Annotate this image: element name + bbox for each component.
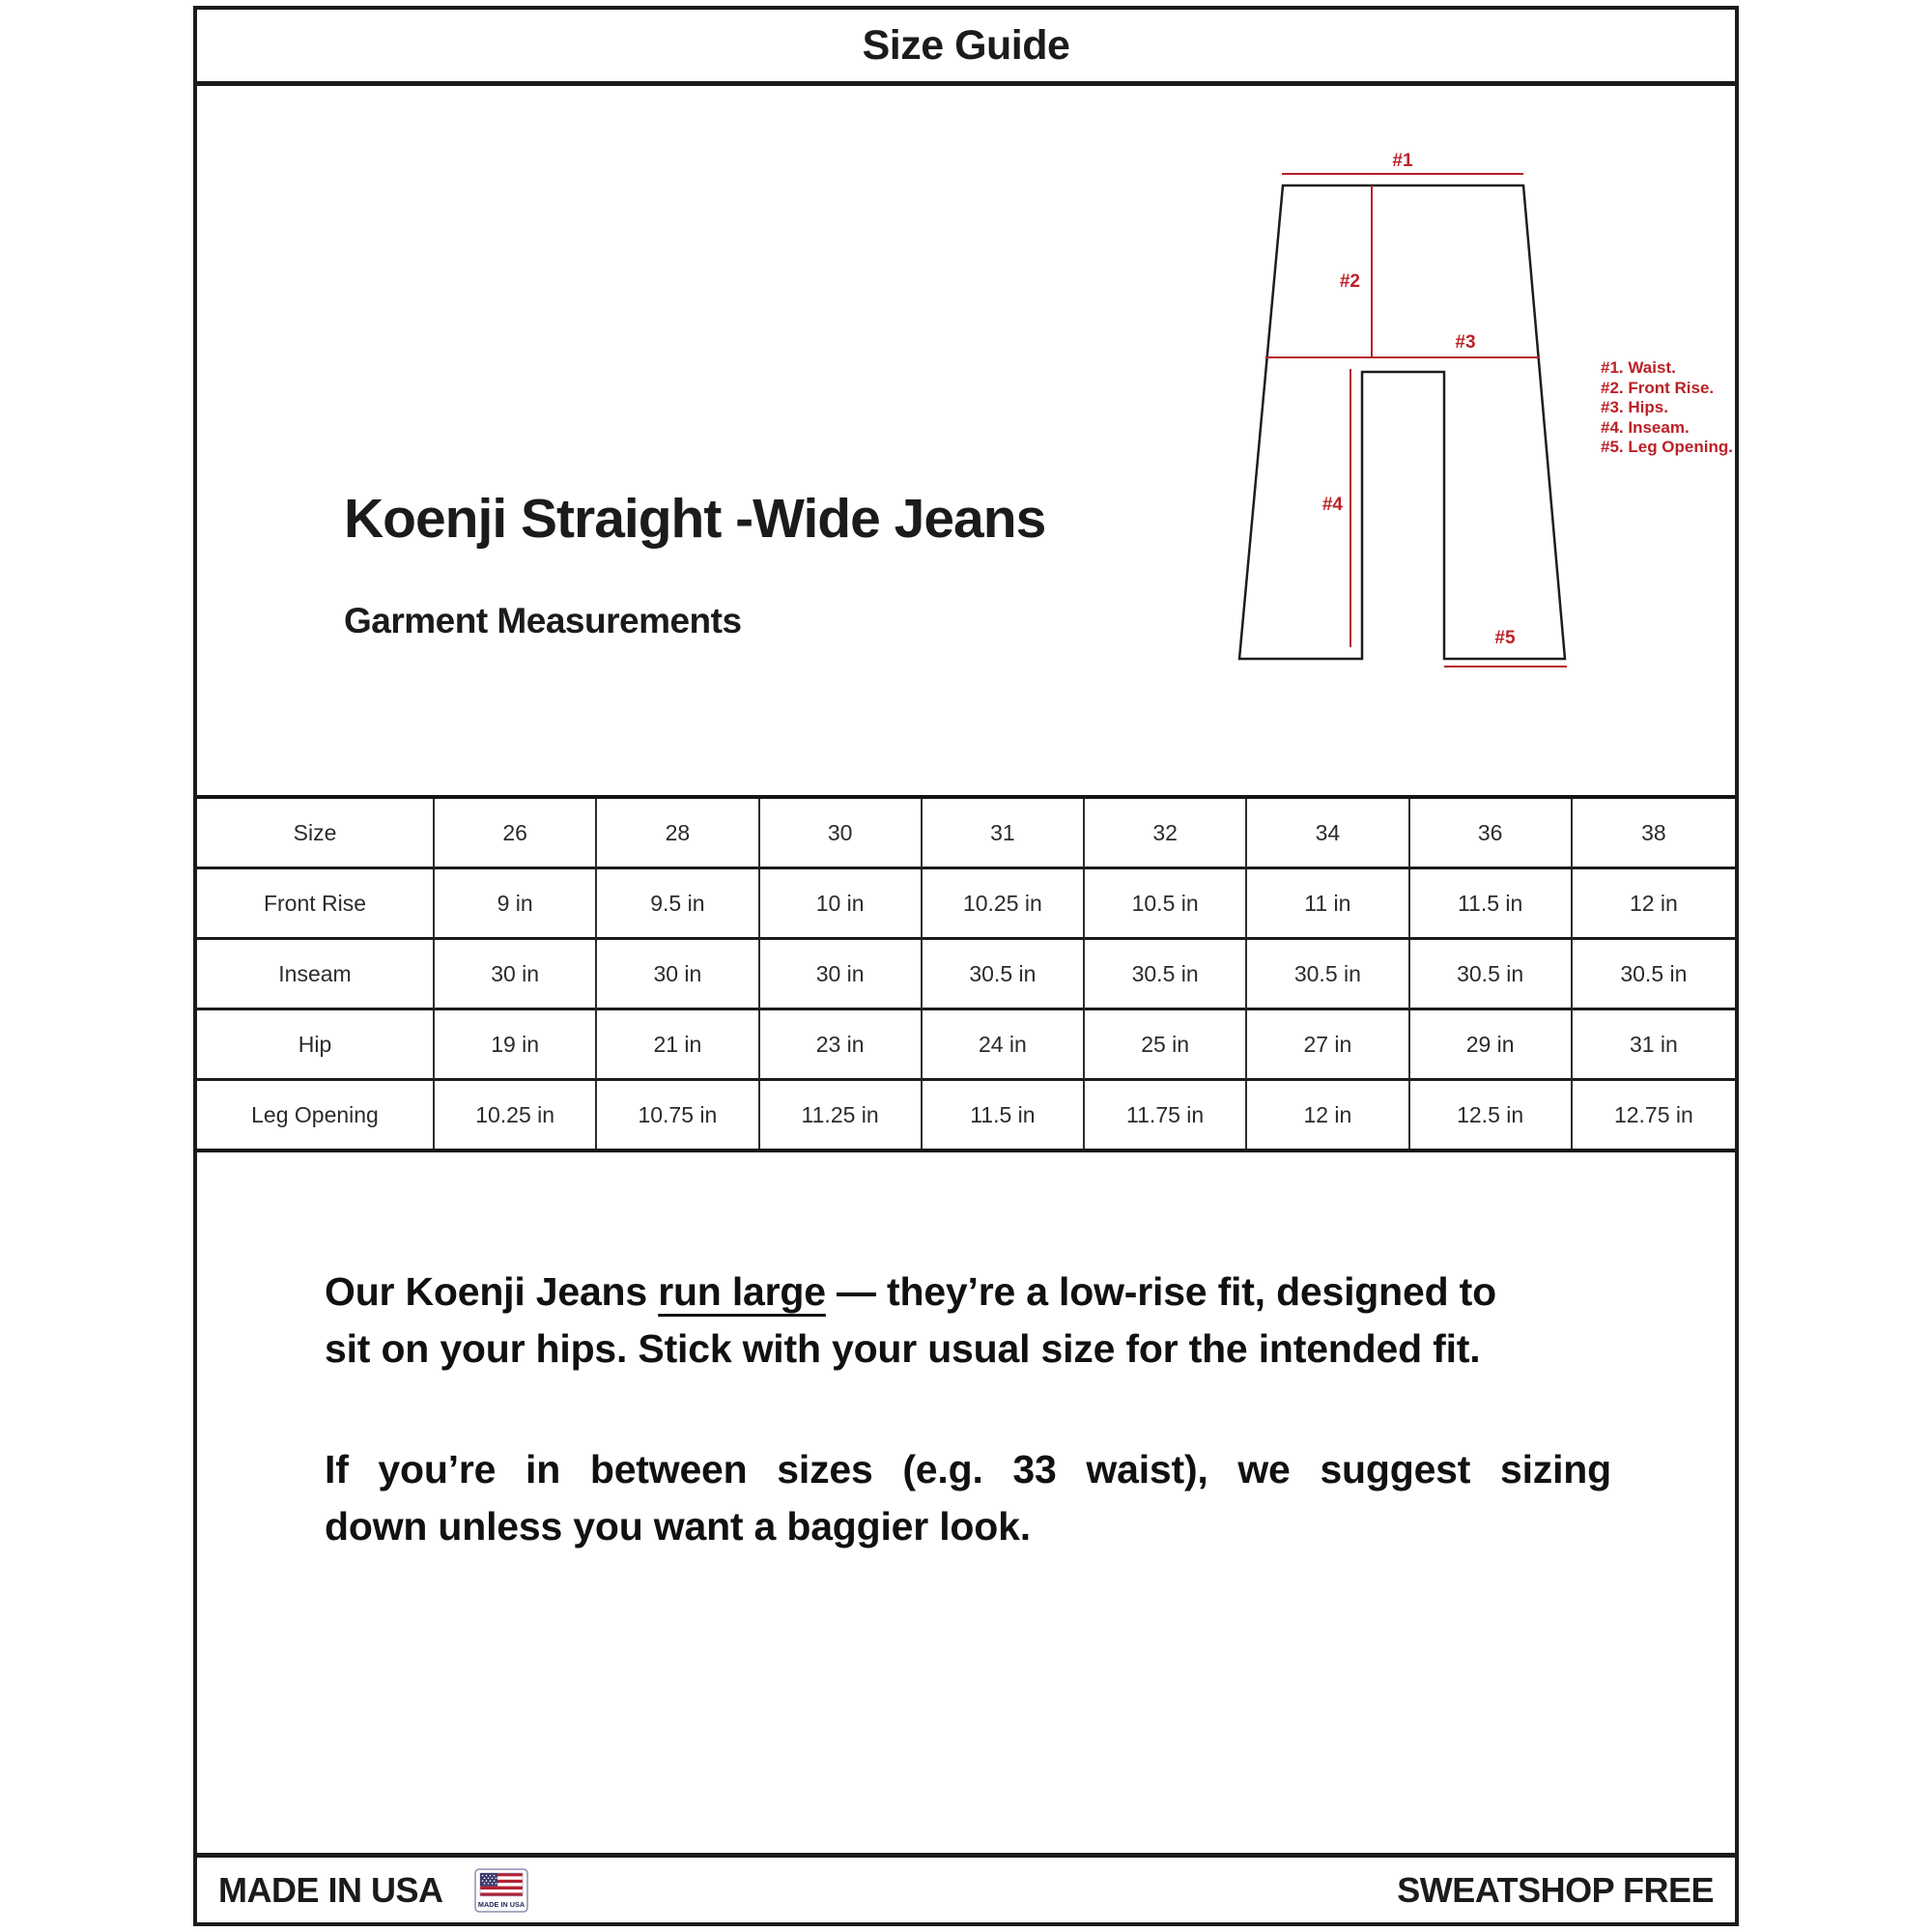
table-cell: 11.75 in <box>1085 1081 1247 1149</box>
fit-note-paragraph <box>325 1264 1611 1378</box>
legend-item-inseam: #4. Inseam. <box>1601 417 1690 437</box>
footer-bar <box>197 1853 1735 1922</box>
table-cell: 27 in <box>1247 1010 1409 1081</box>
label-5: #5 <box>1494 628 1516 648</box>
table-cell: 21 in <box>597 1010 759 1081</box>
note1-text-pre: Our Koenji Jeans <box>325 1269 659 1314</box>
table-cell: 12 in <box>1573 869 1735 940</box>
label-3: #3 <box>1455 332 1476 353</box>
size-measurements-table <box>197 795 1735 1152</box>
table-cell: 23 in <box>760 1010 923 1081</box>
table-cell: 10.25 in <box>923 869 1085 940</box>
table-cell: 26 <box>435 799 597 869</box>
note1-underlined-text: run large <box>658 1269 826 1314</box>
table-cell: 11.5 in <box>1410 869 1573 940</box>
table-cell: 9 in <box>435 869 597 940</box>
table-row-label: Size <box>197 799 435 869</box>
legend-item-front-rise: #2. Front Rise. <box>1601 378 1715 397</box>
table-cell: 36 <box>1410 799 1573 869</box>
table-cell: 30.5 in <box>1247 940 1409 1010</box>
table-cell: 19 in <box>435 1010 597 1081</box>
footer-left-group <box>218 1868 528 1913</box>
table-cell: 9.5 in <box>597 869 759 940</box>
table-row-label: Inseam <box>197 940 435 1010</box>
sweatshop-free-label: SWEATSHOP FREE <box>1397 1869 1714 1910</box>
note1-text-post: — they’re a low-rise fit, designed to <box>825 1269 1496 1314</box>
table-cell: 30.5 in <box>923 940 1085 1010</box>
jeans-measurement-diagram-icon <box>1208 126 1594 686</box>
measurement-legend <box>1601 358 1733 458</box>
table-cell: 30 in <box>435 940 597 1010</box>
table-cell: 30 in <box>597 940 759 1010</box>
table-cell: 11 in <box>1247 869 1409 940</box>
product-subtitle: Garment Measurements <box>344 601 742 640</box>
product-title: Koenji Straight -Wide Jeans <box>344 488 1046 550</box>
table-cell: 30 in <box>760 940 923 1010</box>
jeans-outline <box>1239 185 1565 659</box>
note2-line2: down unless you want a baggier look. <box>325 1504 1031 1548</box>
flag-caption: MADE IN USA <box>477 1899 525 1909</box>
table-row-label: Front Rise <box>197 869 435 940</box>
table-cell: 25 in <box>1085 1010 1247 1081</box>
table-cell: 31 <box>923 799 1085 869</box>
table-cell: 10.25 in <box>435 1081 597 1149</box>
table-row-label: Leg Opening <box>197 1081 435 1149</box>
table-cell: 10.75 in <box>597 1081 759 1149</box>
table-cell: 29 in <box>1410 1010 1573 1081</box>
table-cell: 30.5 in <box>1573 940 1735 1010</box>
page-title: Size Guide <box>862 21 1070 69</box>
table-cell: 12.75 in <box>1573 1081 1735 1149</box>
flag-canton <box>480 1873 497 1887</box>
table-cell: 28 <box>597 799 759 869</box>
table-cell: 12.5 in <box>1410 1081 1573 1149</box>
table-cell: 30.5 in <box>1410 940 1573 1010</box>
table-cell: 30 <box>760 799 923 869</box>
table-cell: 12 in <box>1247 1081 1409 1149</box>
size-guide-page <box>193 6 1739 1926</box>
header-bar <box>197 10 1735 86</box>
table-cell: 34 <box>1247 799 1409 869</box>
table-cell: 32 <box>1085 799 1247 869</box>
table-cell: 30.5 in <box>1085 940 1247 1010</box>
table-cell: 11.5 in <box>923 1081 1085 1149</box>
table-cell: 11.25 in <box>760 1081 923 1149</box>
table-row-label: Hip <box>197 1010 435 1081</box>
table-cell: 10 in <box>760 869 923 940</box>
table-cell: 38 <box>1573 799 1735 869</box>
note1-line2: sit on your hips. Stick with your usual size for the intended fit. <box>325 1326 1481 1371</box>
table-cell: 31 in <box>1573 1010 1735 1081</box>
table-cell: 24 in <box>923 1010 1085 1081</box>
note2-line1: If you’re in between sizes (e.g. 33 waist), we suggest sizing <box>325 1447 1611 1492</box>
made-in-usa-label: MADE IN USA <box>218 1869 443 1910</box>
legend-item-hips: #3. Hips. <box>1601 398 1668 416</box>
label-4: #4 <box>1321 495 1343 515</box>
table-cell: 10.5 in <box>1085 869 1247 940</box>
legend-item-waist: #1. Waist. <box>1601 358 1676 377</box>
page-inner <box>197 10 1735 1922</box>
label-2: #2 <box>1339 271 1360 292</box>
label-1: #1 <box>1392 151 1413 171</box>
usa-flag-icon <box>474 1868 528 1913</box>
sizing-note-paragraph <box>325 1441 1611 1555</box>
legend-item-leg-opening: #5. Leg Opening. <box>1601 438 1733 456</box>
